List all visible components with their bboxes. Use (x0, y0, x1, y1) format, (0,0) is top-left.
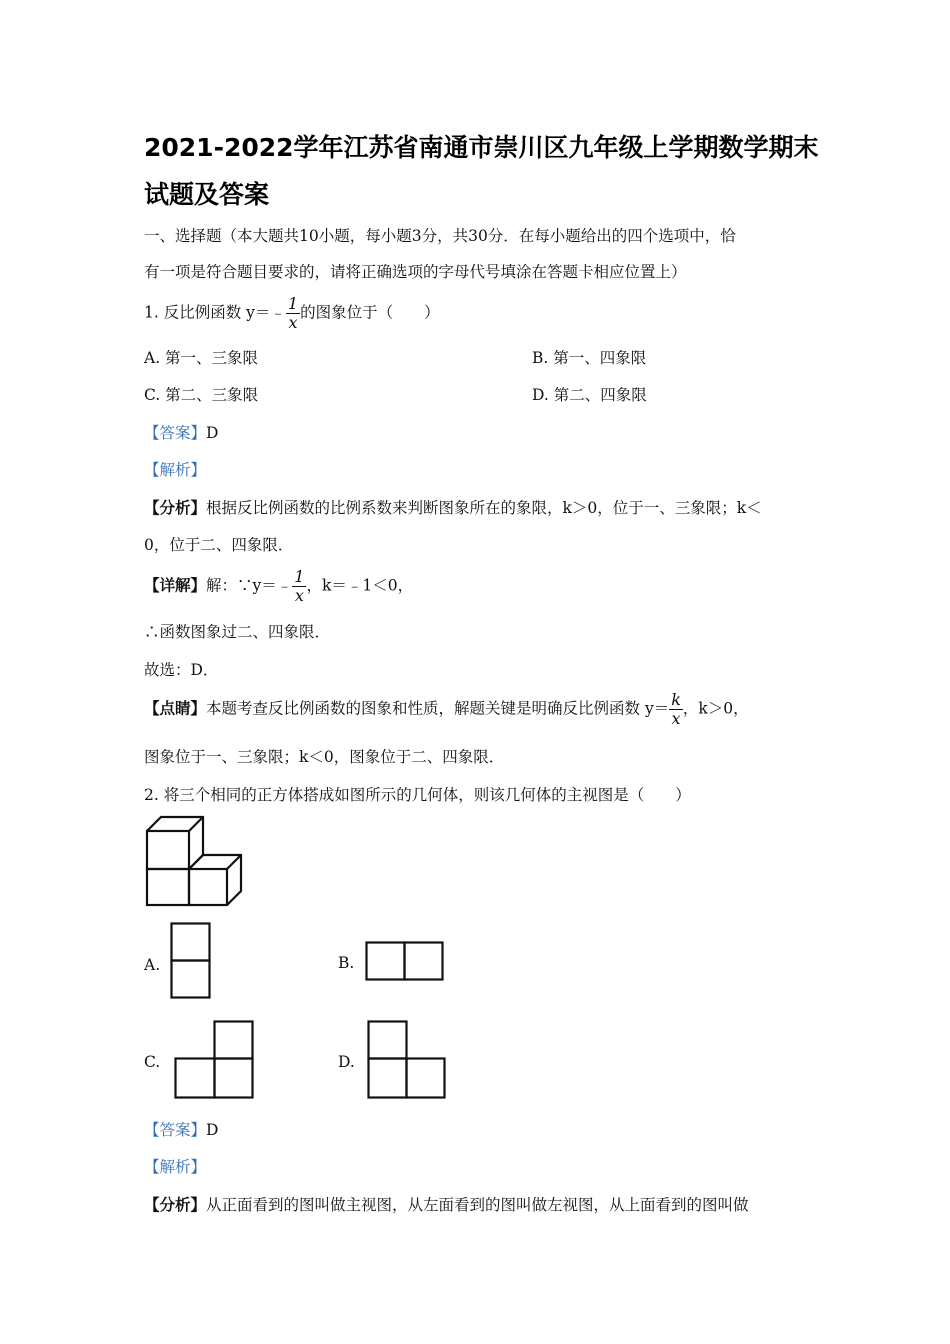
question-1-option-d: D. 第二、四象限 (532, 386, 647, 404)
detail-fraction-denominator: x (294, 586, 304, 605)
option-d-front-view (367, 1020, 447, 1100)
question-1-option-c: C. 第二、三象限 (144, 386, 259, 404)
review-prefix: 本题考查反比例函数的图象和性质，解题关键是明确反比例函数 y＝ (206, 699, 670, 718)
question-1-answer (144, 423, 218, 443)
answer-tag: 【答案】 (144, 424, 207, 442)
document-title-line-1: 2021-2022学年江苏省南通市崇川区九年级上学期数学期末 (144, 133, 819, 162)
question-1-option-a: A. 第一、三象限 (144, 349, 259, 367)
review-fraction (669, 691, 683, 728)
option-b-front-view (365, 941, 445, 983)
question-1-fraction-numerator: 1 (287, 294, 299, 313)
question-2-stem: 2. 将三个相同的正方体搭成如图所示的几何体，则该几何体的主视图是（ ） (144, 786, 691, 804)
answer-value: D (206, 1121, 219, 1139)
question-2-option-b-label: B. (338, 954, 355, 972)
bottom-right-cube-face (189, 869, 227, 905)
question-2-answer (144, 1120, 218, 1140)
question-1-choice: 故选：D． (144, 661, 219, 679)
question-2-option-d-label: D. (338, 1053, 355, 1071)
question-2-fenxi-line-1 (144, 1195, 749, 1215)
question-1-conclusion: ∴函数图象过二、四象限． (144, 623, 331, 641)
question-2-option-a-label: A. (144, 956, 161, 974)
option-c-square-bottom-right (215, 1059, 253, 1098)
question-1-fenxi-line-1 (144, 498, 762, 518)
question-1-stem-suffix: 的图象位于（ ） (300, 303, 440, 322)
option-d-square-bottom-left (369, 1059, 407, 1098)
option-a-front-view (170, 922, 212, 1000)
top-cube-face (147, 831, 189, 869)
question-1-detail (144, 568, 413, 605)
detail-fraction (292, 568, 306, 605)
top-cube-corner-edge (189, 817, 203, 831)
fenxi-tag: 【分析】 (144, 1195, 207, 1214)
option-b-square-left (367, 943, 405, 980)
option-a-square-bottom (172, 961, 210, 998)
option-d-square-bottom-right (407, 1059, 445, 1098)
question-2-analysis-tag: 【解析】 (144, 1158, 207, 1176)
question-1-option-b: B. 第一、四象限 (532, 349, 647, 367)
bottom-left-cube-face (147, 869, 189, 905)
question-1-analysis-tag: 【解析】 (144, 461, 207, 479)
bottom-right-cube-corner-edge (227, 855, 241, 869)
fenxi-tag: 【分析】 (144, 498, 207, 517)
question-1-stem-prefix: 1. 反比例函数 y＝﹣ (144, 303, 286, 322)
question-1-stem (144, 295, 440, 332)
answer-tag: 【答案】 (144, 1121, 207, 1139)
question-1-fraction (286, 295, 300, 332)
section-instruction-line-1: 一、选择题（本大题共10小题，每小题3分，共30分．在每小题给出的四个选项中，恰 (144, 227, 736, 245)
option-c-square-top (215, 1022, 253, 1059)
question-1-fenxi-line-2: 0，位于二、四象限． (144, 536, 294, 554)
question-1-review (144, 691, 749, 728)
question-1-review-line-2: 图象位于一、三象限；k＜0，图象位于二、四象限． (144, 748, 505, 766)
option-b-square-right (405, 943, 443, 980)
option-c-front-view (174, 1020, 254, 1100)
review-fraction-denominator: x (671, 709, 681, 728)
detail-prefix: 解：∵y＝﹣ (206, 576, 293, 595)
question-2-cube-figure (144, 814, 244, 908)
question-1-fraction-denominator: x (288, 313, 298, 332)
review-fraction-numerator: k (671, 690, 681, 709)
detail-tag: 【详解】 (144, 575, 207, 595)
detail-suffix: ，k＝﹣1＜0， (306, 576, 414, 595)
review-tag: 【点睛】 (144, 698, 207, 718)
option-a-square-top (172, 924, 210, 961)
review-suffix: ，k＞0， (682, 699, 749, 718)
option-c-square-bottom-left (176, 1059, 215, 1098)
fenxi-text: 根据反比例函数的比例系数来判断图象所在的象限，k＞0，位于一、三象限；k＜ (206, 499, 762, 517)
section-instruction-line-2: 有一项是符合题目要求的，请将正确选项的字母代号填涂在答题卡相应位置上） (144, 263, 687, 281)
question-2-option-c-label: C. (144, 1053, 161, 1071)
detail-fraction-numerator: 1 (294, 567, 305, 586)
fenxi-text: 从正面看到的图叫做主视图，从左面看到的图叫做左视图，从上面看到的图叫做 (206, 1196, 749, 1214)
document-title-line-2: 试题及答案 (144, 180, 270, 209)
option-d-square-top (369, 1022, 407, 1059)
answer-value: D (206, 424, 219, 442)
